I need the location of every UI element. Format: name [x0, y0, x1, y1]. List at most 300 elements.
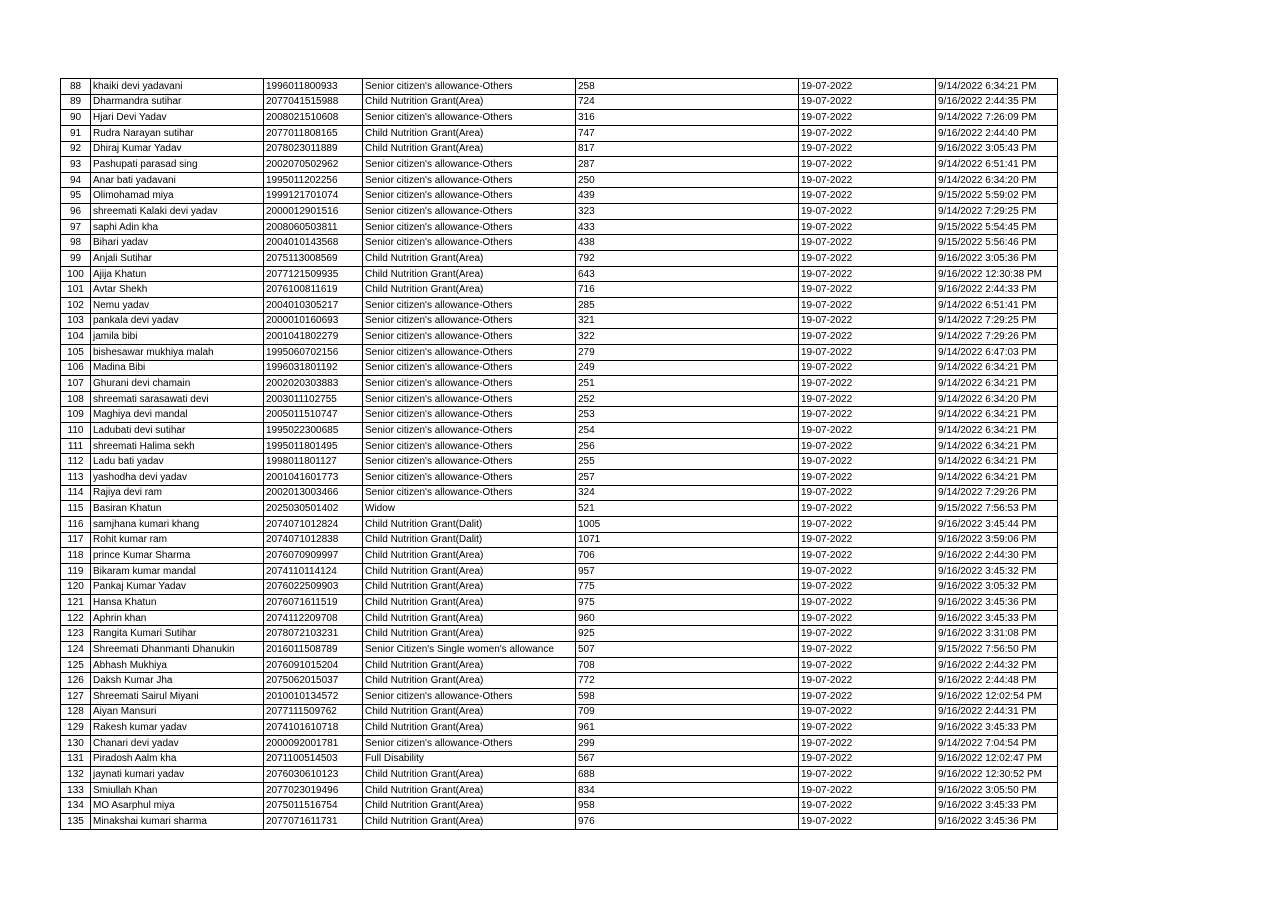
allowance-type-cell: Child Nutrition Grant(Area) — [363, 282, 576, 298]
amount-cell: 747 — [576, 125, 799, 141]
beneficiary-name-cell: Rakesh kumar yadav — [91, 720, 264, 736]
amount-cell: 254 — [576, 423, 799, 439]
date-cell: 19-07-2022 — [799, 548, 936, 564]
beneficiary-name-cell: samjhana kumari khang — [91, 516, 264, 532]
table-row — [61, 548, 1058, 564]
beneficiary-name-cell: Hansa Khatun — [91, 595, 264, 611]
id-number-cell: 2008060503811 — [264, 219, 363, 235]
id-number-cell: 2004010305217 — [264, 297, 363, 313]
allowance-type-cell: Child Nutrition Grant(Area) — [363, 720, 576, 736]
timestamp-cell: 9/14/2022 6:34:20 PM — [936, 391, 1058, 407]
timestamp-cell: 9/14/2022 7:29:25 PM — [936, 204, 1058, 220]
timestamp-cell: 9/16/2022 12:30:52 PM — [936, 767, 1058, 783]
amount-cell: 975 — [576, 595, 799, 611]
date-cell: 19-07-2022 — [799, 157, 936, 173]
id-number-cell: 1996011800933 — [264, 79, 363, 95]
beneficiary-name-cell: Pashupati parasad sing — [91, 157, 264, 173]
allowance-type-cell: Child Nutrition Grant(Area) — [363, 579, 576, 595]
amount-cell: 256 — [576, 438, 799, 454]
beneficiary-name-cell: Ghurani devi chamain — [91, 376, 264, 392]
date-cell: 19-07-2022 — [799, 657, 936, 673]
date-cell: 19-07-2022 — [799, 329, 936, 345]
id-number-cell: 1995022300685 — [264, 423, 363, 439]
row-number-cell: 130 — [61, 735, 91, 751]
date-cell: 19-07-2022 — [799, 407, 936, 423]
amount-cell: 706 — [576, 548, 799, 564]
timestamp-cell: 9/15/2022 7:56:53 PM — [936, 501, 1058, 517]
date-cell: 19-07-2022 — [799, 563, 936, 579]
timestamp-cell: 9/16/2022 2:44:32 PM — [936, 657, 1058, 673]
row-number-cell: 113 — [61, 470, 91, 486]
id-number-cell: 2077111509762 — [264, 704, 363, 720]
table-row — [61, 532, 1058, 548]
timestamp-cell: 9/15/2022 5:54:45 PM — [936, 219, 1058, 235]
table-row — [61, 141, 1058, 157]
id-number-cell: 2071100514503 — [264, 751, 363, 767]
allowance-type-cell: Child Nutrition Grant(Area) — [363, 125, 576, 141]
id-number-cell: 2077023019496 — [264, 782, 363, 798]
date-cell: 19-07-2022 — [799, 579, 936, 595]
row-number-cell: 122 — [61, 610, 91, 626]
timestamp-cell: 9/16/2022 3:59:06 PM — [936, 532, 1058, 548]
row-number-cell: 123 — [61, 626, 91, 642]
amount-cell: 775 — [576, 579, 799, 595]
row-number-cell: 116 — [61, 516, 91, 532]
table-row — [61, 157, 1058, 173]
row-number-cell: 135 — [61, 814, 91, 830]
row-number-cell: 133 — [61, 782, 91, 798]
id-number-cell: 2078072103231 — [264, 626, 363, 642]
row-number-cell: 100 — [61, 266, 91, 282]
allowance-type-cell: Senior citizen's allowance-Others — [363, 470, 576, 486]
allowance-type-cell: Senior citizen's allowance-Others — [363, 235, 576, 251]
date-cell: 19-07-2022 — [799, 344, 936, 360]
date-cell: 19-07-2022 — [799, 188, 936, 204]
id-number-cell: 2001041802279 — [264, 329, 363, 345]
timestamp-cell: 9/14/2022 6:34:21 PM — [936, 438, 1058, 454]
table-row — [61, 110, 1058, 126]
id-number-cell: 2008021510608 — [264, 110, 363, 126]
amount-cell: 324 — [576, 485, 799, 501]
allowance-type-cell: Child Nutrition Grant(Area) — [363, 251, 576, 267]
table-row — [61, 814, 1058, 830]
id-number-cell: 2001041601773 — [264, 470, 363, 486]
date-cell: 19-07-2022 — [799, 376, 936, 392]
table-row — [61, 188, 1058, 204]
beneficiary-table — [60, 78, 1058, 830]
row-number-cell: 126 — [61, 673, 91, 689]
id-number-cell: 1999121701074 — [264, 188, 363, 204]
row-number-cell: 92 — [61, 141, 91, 157]
amount-cell: 299 — [576, 735, 799, 751]
timestamp-cell: 9/15/2022 7:56:50 PM — [936, 642, 1058, 658]
row-number-cell: 129 — [61, 720, 91, 736]
amount-cell: 249 — [576, 360, 799, 376]
date-cell: 19-07-2022 — [799, 688, 936, 704]
timestamp-cell: 9/16/2022 2:44:31 PM — [936, 704, 1058, 720]
beneficiary-name-cell: khaiki devi yadavani — [91, 79, 264, 95]
beneficiary-name-cell: Dharmandra sutihar — [91, 94, 264, 110]
date-cell: 19-07-2022 — [799, 501, 936, 517]
timestamp-cell: 9/14/2022 6:34:21 PM — [936, 470, 1058, 486]
row-number-cell: 99 — [61, 251, 91, 267]
amount-cell: 925 — [576, 626, 799, 642]
id-number-cell: 2076091015204 — [264, 657, 363, 673]
timestamp-cell: 9/16/2022 12:02:54 PM — [936, 688, 1058, 704]
allowance-type-cell: Child Nutrition Grant(Area) — [363, 673, 576, 689]
amount-cell: 834 — [576, 782, 799, 798]
id-number-cell: 2010010134572 — [264, 688, 363, 704]
beneficiary-name-cell: Aiyan Mansuri — [91, 704, 264, 720]
allowance-type-cell: Senior Citizen's Single women's allowance — [363, 642, 576, 658]
amount-cell: 255 — [576, 454, 799, 470]
table-row — [61, 485, 1058, 501]
table-row — [61, 735, 1058, 751]
table-row — [61, 657, 1058, 673]
amount-cell: 598 — [576, 688, 799, 704]
timestamp-cell: 9/16/2022 2:44:48 PM — [936, 673, 1058, 689]
table-row — [61, 172, 1058, 188]
table-row — [61, 751, 1058, 767]
beneficiary-name-cell: Bikaram kumar mandal — [91, 563, 264, 579]
row-number-cell: 128 — [61, 704, 91, 720]
row-number-cell: 104 — [61, 329, 91, 345]
allowance-type-cell: Child Nutrition Grant(Area) — [363, 782, 576, 798]
date-cell: 19-07-2022 — [799, 172, 936, 188]
row-number-cell: 127 — [61, 688, 91, 704]
amount-cell: 252 — [576, 391, 799, 407]
row-number-cell: 96 — [61, 204, 91, 220]
allowance-type-cell: Senior citizen's allowance-Others — [363, 157, 576, 173]
date-cell: 19-07-2022 — [799, 720, 936, 736]
date-cell: 19-07-2022 — [799, 423, 936, 439]
row-number-cell: 121 — [61, 595, 91, 611]
row-number-cell: 111 — [61, 438, 91, 454]
beneficiary-name-cell: Ladubati devi sutihar — [91, 423, 264, 439]
amount-cell: 321 — [576, 313, 799, 329]
amount-cell: 1071 — [576, 532, 799, 548]
date-cell: 19-07-2022 — [799, 673, 936, 689]
allowance-type-cell: Child Nutrition Grant(Area) — [363, 798, 576, 814]
row-number-cell: 131 — [61, 751, 91, 767]
allowance-type-cell: Child Nutrition Grant(Area) — [363, 610, 576, 626]
id-number-cell: 2000012901516 — [264, 204, 363, 220]
amount-cell: 279 — [576, 344, 799, 360]
allowance-type-cell: Child Nutrition Grant(Area) — [363, 767, 576, 783]
table-row — [61, 688, 1058, 704]
row-number-cell: 95 — [61, 188, 91, 204]
amount-cell: 439 — [576, 188, 799, 204]
amount-cell: 258 — [576, 79, 799, 95]
row-number-cell: 105 — [61, 344, 91, 360]
id-number-cell: 2076071611519 — [264, 595, 363, 611]
row-number-cell: 102 — [61, 297, 91, 313]
id-number-cell: 2074071012838 — [264, 532, 363, 548]
allowance-type-cell: Child Nutrition Grant(Area) — [363, 548, 576, 564]
date-cell: 19-07-2022 — [799, 79, 936, 95]
timestamp-cell: 9/14/2022 7:29:26 PM — [936, 485, 1058, 501]
allowance-type-cell: Child Nutrition Grant(Area) — [363, 266, 576, 282]
allowance-type-cell: Child Nutrition Grant(Area) — [363, 704, 576, 720]
timestamp-cell: 9/16/2022 3:45:32 PM — [936, 563, 1058, 579]
id-number-cell: 2002020303883 — [264, 376, 363, 392]
amount-cell: 1005 — [576, 516, 799, 532]
table-row — [61, 376, 1058, 392]
table-row — [61, 704, 1058, 720]
date-cell: 19-07-2022 — [799, 94, 936, 110]
row-number-cell: 108 — [61, 391, 91, 407]
table-row — [61, 767, 1058, 783]
table-row — [61, 360, 1058, 376]
table-row — [61, 391, 1058, 407]
timestamp-cell: 9/16/2022 3:05:50 PM — [936, 782, 1058, 798]
timestamp-cell: 9/16/2022 12:02:47 PM — [936, 751, 1058, 767]
timestamp-cell: 9/14/2022 6:34:21 PM — [936, 79, 1058, 95]
date-cell: 19-07-2022 — [799, 360, 936, 376]
timestamp-cell: 9/16/2022 3:45:33 PM — [936, 610, 1058, 626]
date-cell: 19-07-2022 — [799, 704, 936, 720]
allowance-type-cell: Child Nutrition Grant(Dalit) — [363, 532, 576, 548]
allowance-type-cell: Widow — [363, 501, 576, 517]
table-row — [61, 720, 1058, 736]
table-row — [61, 782, 1058, 798]
timestamp-cell: 9/14/2022 7:29:26 PM — [936, 329, 1058, 345]
row-number-cell: 125 — [61, 657, 91, 673]
timestamp-cell: 9/16/2022 3:45:33 PM — [936, 798, 1058, 814]
timestamp-cell: 9/16/2022 3:45:36 PM — [936, 814, 1058, 830]
amount-cell: 316 — [576, 110, 799, 126]
amount-cell: 287 — [576, 157, 799, 173]
amount-cell: 961 — [576, 720, 799, 736]
amount-cell: 708 — [576, 657, 799, 673]
row-number-cell: 112 — [61, 454, 91, 470]
allowance-type-cell: Senior citizen's allowance-Others — [363, 485, 576, 501]
allowance-type-cell: Senior citizen's allowance-Others — [363, 313, 576, 329]
row-number-cell: 114 — [61, 485, 91, 501]
timestamp-cell: 9/16/2022 3:31:08 PM — [936, 626, 1058, 642]
row-number-cell: 101 — [61, 282, 91, 298]
table-row — [61, 204, 1058, 220]
beneficiary-name-cell: Rajiya devi ram — [91, 485, 264, 501]
date-cell: 19-07-2022 — [799, 470, 936, 486]
allowance-type-cell: Senior citizen's allowance-Others — [363, 423, 576, 439]
timestamp-cell: 9/14/2022 7:26:09 PM — [936, 110, 1058, 126]
allowance-type-cell: Senior citizen's allowance-Others — [363, 188, 576, 204]
table-row — [61, 642, 1058, 658]
table-row — [61, 423, 1058, 439]
id-number-cell: 2074101610718 — [264, 720, 363, 736]
table-row — [61, 235, 1058, 251]
row-number-cell: 90 — [61, 110, 91, 126]
timestamp-cell: 9/16/2022 2:44:33 PM — [936, 282, 1058, 298]
date-cell: 19-07-2022 — [799, 767, 936, 783]
id-number-cell: 2074112209708 — [264, 610, 363, 626]
allowance-type-cell: Senior citizen's allowance-Others — [363, 219, 576, 235]
beneficiary-name-cell: Daksh Kumar Jha — [91, 673, 264, 689]
timestamp-cell: 9/14/2022 6:47:03 PM — [936, 344, 1058, 360]
timestamp-cell: 9/16/2022 3:05:36 PM — [936, 251, 1058, 267]
beneficiary-name-cell: jaynati kumari yadav — [91, 767, 264, 783]
amount-cell: 253 — [576, 407, 799, 423]
allowance-type-cell: Senior citizen's allowance-Others — [363, 344, 576, 360]
date-cell: 19-07-2022 — [799, 595, 936, 611]
beneficiary-name-cell: pankala devi yadav — [91, 313, 264, 329]
amount-cell: 433 — [576, 219, 799, 235]
beneficiary-name-cell: Shreemati Sairul Miyani — [91, 688, 264, 704]
row-number-cell: 91 — [61, 125, 91, 141]
beneficiary-name-cell: saphi Adin kha — [91, 219, 264, 235]
timestamp-cell: 9/14/2022 7:04:54 PM — [936, 735, 1058, 751]
amount-cell: 688 — [576, 767, 799, 783]
amount-cell: 507 — [576, 642, 799, 658]
beneficiary-name-cell: Ajija Khatun — [91, 266, 264, 282]
allowance-type-cell: Senior citizen's allowance-Others — [363, 735, 576, 751]
table-row — [61, 282, 1058, 298]
row-number-cell: 118 — [61, 548, 91, 564]
allowance-type-cell: Child Nutrition Grant(Area) — [363, 814, 576, 830]
beneficiary-name-cell: Smiullah Khan — [91, 782, 264, 798]
beneficiary-name-cell: jamila bibi — [91, 329, 264, 345]
timestamp-cell: 9/14/2022 6:51:41 PM — [936, 297, 1058, 313]
amount-cell: 567 — [576, 751, 799, 767]
date-cell: 19-07-2022 — [799, 204, 936, 220]
id-number-cell: 2005011510747 — [264, 407, 363, 423]
date-cell: 19-07-2022 — [799, 782, 936, 798]
beneficiary-name-cell: Rudra Narayan sutihar — [91, 125, 264, 141]
date-cell: 19-07-2022 — [799, 454, 936, 470]
timestamp-cell: 9/15/2022 5:56:46 PM — [936, 235, 1058, 251]
amount-cell: 643 — [576, 266, 799, 282]
table-row — [61, 673, 1058, 689]
date-cell: 19-07-2022 — [799, 516, 936, 532]
amount-cell: 957 — [576, 563, 799, 579]
beneficiary-name-cell: Madina Bibi — [91, 360, 264, 376]
timestamp-cell: 9/14/2022 6:34:20 PM — [936, 172, 1058, 188]
beneficiary-name-cell: shreemati Kalaki devi yadav — [91, 204, 264, 220]
id-number-cell: 1995011801495 — [264, 438, 363, 454]
beneficiary-name-cell: yashodha devi yadav — [91, 470, 264, 486]
id-number-cell: 2016011508789 — [264, 642, 363, 658]
table-row — [61, 407, 1058, 423]
id-number-cell: 2076100811619 — [264, 282, 363, 298]
beneficiary-name-cell: Avtar Shekh — [91, 282, 264, 298]
date-cell: 19-07-2022 — [799, 814, 936, 830]
beneficiary-name-cell: Olimohamad miya — [91, 188, 264, 204]
timestamp-cell: 9/16/2022 3:05:43 PM — [936, 141, 1058, 157]
row-number-cell: 124 — [61, 642, 91, 658]
row-number-cell: 115 — [61, 501, 91, 517]
timestamp-cell: 9/16/2022 3:45:44 PM — [936, 516, 1058, 532]
amount-cell: 976 — [576, 814, 799, 830]
amount-cell: 709 — [576, 704, 799, 720]
beneficiary-name-cell: MO Asarphul miya — [91, 798, 264, 814]
beneficiary-name-cell: Minakshai kumari sharma — [91, 814, 264, 830]
row-number-cell: 119 — [61, 563, 91, 579]
table-row — [61, 798, 1058, 814]
amount-cell: 438 — [576, 235, 799, 251]
amount-cell: 792 — [576, 251, 799, 267]
id-number-cell: 1995011202256 — [264, 172, 363, 188]
beneficiary-name-cell: Maghiya devi mandal — [91, 407, 264, 423]
timestamp-cell: 9/16/2022 3:45:36 PM — [936, 595, 1058, 611]
row-number-cell: 94 — [61, 172, 91, 188]
amount-cell: 960 — [576, 610, 799, 626]
timestamp-cell: 9/14/2022 6:34:21 PM — [936, 423, 1058, 439]
id-number-cell: 2076070909997 — [264, 548, 363, 564]
allowance-type-cell: Full Disability — [363, 751, 576, 767]
timestamp-cell: 9/16/2022 3:45:33 PM — [936, 720, 1058, 736]
id-number-cell: 2003011102755 — [264, 391, 363, 407]
beneficiary-name-cell: Hjari Devi Yadav — [91, 110, 264, 126]
date-cell: 19-07-2022 — [799, 251, 936, 267]
allowance-type-cell: Child Nutrition Grant(Area) — [363, 595, 576, 611]
row-number-cell: 134 — [61, 798, 91, 814]
amount-cell: 724 — [576, 94, 799, 110]
row-number-cell: 93 — [61, 157, 91, 173]
id-number-cell: 2077011808165 — [264, 125, 363, 141]
date-cell: 19-07-2022 — [799, 438, 936, 454]
beneficiary-name-cell: Basiran Khatun — [91, 501, 264, 517]
timestamp-cell: 9/16/2022 2:44:35 PM — [936, 94, 1058, 110]
table-row — [61, 219, 1058, 235]
beneficiary-name-cell: Rangita Kumari Sutihar — [91, 626, 264, 642]
date-cell: 19-07-2022 — [799, 125, 936, 141]
allowance-type-cell: Senior citizen's allowance-Others — [363, 172, 576, 188]
row-number-cell: 110 — [61, 423, 91, 439]
amount-cell: 716 — [576, 282, 799, 298]
amount-cell: 257 — [576, 470, 799, 486]
row-number-cell: 120 — [61, 579, 91, 595]
beneficiary-name-cell: shreemati sarasawati devi — [91, 391, 264, 407]
beneficiary-name-cell: Dhiraj Kumar Yadav — [91, 141, 264, 157]
date-cell: 19-07-2022 — [799, 642, 936, 658]
timestamp-cell: 9/14/2022 7:29:25 PM — [936, 313, 1058, 329]
timestamp-cell: 9/14/2022 6:51:41 PM — [936, 157, 1058, 173]
id-number-cell: 2075011516754 — [264, 798, 363, 814]
id-number-cell: 2076030610123 — [264, 767, 363, 783]
id-number-cell: 2076022509903 — [264, 579, 363, 595]
table-row — [61, 470, 1058, 486]
beneficiary-name-cell: Anar bati yadavani — [91, 172, 264, 188]
table-row — [61, 297, 1058, 313]
timestamp-cell: 9/14/2022 6:34:21 PM — [936, 360, 1058, 376]
row-number-cell: 109 — [61, 407, 91, 423]
table-row — [61, 79, 1058, 95]
date-cell: 19-07-2022 — [799, 798, 936, 814]
id-number-cell: 2025030501402 — [264, 501, 363, 517]
amount-cell: 958 — [576, 798, 799, 814]
allowance-type-cell: Senior citizen's allowance-Others — [363, 329, 576, 345]
date-cell: 19-07-2022 — [799, 532, 936, 548]
id-number-cell: 2077041515988 — [264, 94, 363, 110]
row-number-cell: 88 — [61, 79, 91, 95]
table-row — [61, 438, 1058, 454]
id-number-cell: 2004010143568 — [264, 235, 363, 251]
table-row — [61, 563, 1058, 579]
amount-cell: 285 — [576, 297, 799, 313]
timestamp-cell: 9/14/2022 6:34:21 PM — [936, 376, 1058, 392]
row-number-cell: 103 — [61, 313, 91, 329]
beneficiary-name-cell: Aphrin khan — [91, 610, 264, 626]
allowance-type-cell: Senior citizen's allowance-Others — [363, 688, 576, 704]
id-number-cell: 2002070502962 — [264, 157, 363, 173]
table-row — [61, 501, 1058, 517]
row-number-cell: 89 — [61, 94, 91, 110]
date-cell: 19-07-2022 — [799, 313, 936, 329]
table-row — [61, 329, 1058, 345]
allowance-type-cell: Senior citizen's allowance-Others — [363, 454, 576, 470]
id-number-cell: 2077121509935 — [264, 266, 363, 282]
